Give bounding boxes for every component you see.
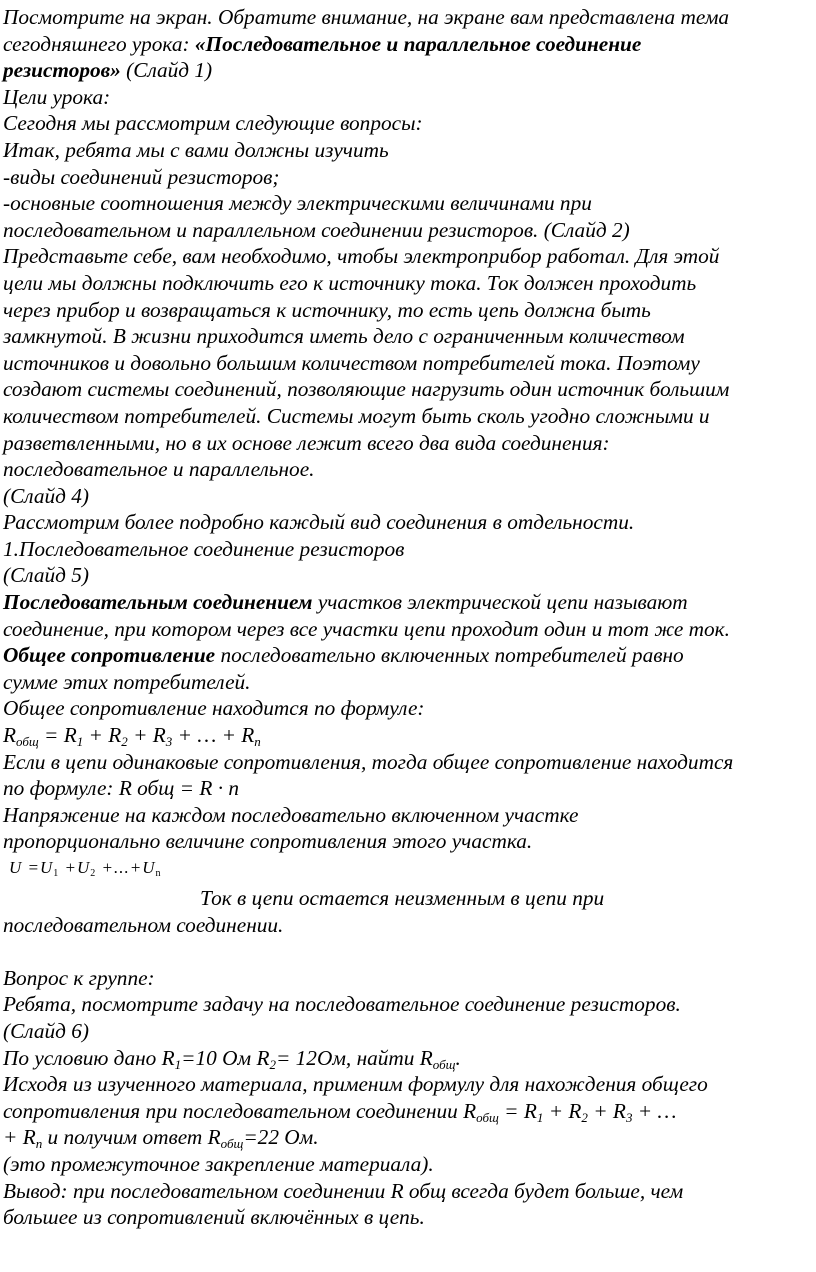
text-fragment: сегодняшнего урока:	[3, 31, 195, 56]
slide-reference: (Слайд 5)	[3, 563, 89, 588]
text-line: сопротивления при последовательном соединении $R_{общ} = R_1 + R_2 + R_3$ + …	[3, 1098, 677, 1125]
text-line: количеством потребителей. Системы могут быть сколь угодно сложными и	[3, 403, 710, 428]
text-line: сумме этих потребителей.	[3, 669, 251, 694]
text-line: Посмотрите на экран. Обратите внимание, на экране вам представлена тема	[3, 5, 730, 29]
text-line	[3, 642, 808, 669]
lesson-topic: «Последовательное и параллельное соединение	[194, 31, 642, 56]
text-line: последовательном и параллельном соединении резисторов. (Слайд 2)	[3, 217, 630, 242]
term-series-connection: Последовательным соединением	[3, 590, 313, 615]
formula-voltage: $U =U_1 +U_2 +...+U_n$	[9, 858, 162, 879]
text-line: Ребята, посмотрите задачу на последовательное соединение резисторов.	[3, 992, 681, 1017]
group-question-heading: Вопрос к группе:	[3, 965, 155, 990]
text-fragment: последовательно включенных потребителей равно	[215, 643, 684, 668]
text-line: замкнутой. В жизни приходится иметь дело с ограниченным количеством	[3, 324, 685, 349]
text-line: последовательном соединении.	[3, 912, 284, 937]
blank-line	[3, 938, 808, 965]
list-item: -виды соединений резисторов;	[3, 164, 280, 189]
text-fragment: участков электрической цепи называют	[312, 590, 688, 615]
text-line: соединение, при котором через все участки цепи проходит один и тот же ток.	[3, 616, 730, 641]
text-line: разветвленными, но в их основе лежит всего два вида соединения:	[3, 430, 610, 455]
text-line: + $R_n$ и получим ответ $R_{общ}=22$ Ом.	[3, 1125, 319, 1152]
task-condition: По условию дано $R_1=10$ Ом $R_2= 12Ом$, найти $R_{общ}$.	[3, 1045, 461, 1072]
text-line: последовательное и параллельное.	[3, 457, 315, 482]
slide-reference: (Слайд 4)	[3, 483, 89, 508]
text-line: через прибор и возвращаться к источнику, то есть цепь должна быть	[3, 297, 651, 322]
text-line	[3, 31, 808, 58]
text-line	[3, 589, 808, 616]
text-line: Сегодня мы рассмотрим следующие вопросы:	[3, 111, 423, 136]
list-item: -основные соотношения между электрическими величинами при	[3, 191, 592, 216]
slide-reference: (Слайд 1)	[120, 58, 213, 83]
lesson-topic-end: резисторов»	[3, 58, 121, 83]
text-line: создают системы соединений, позволяющие нагрузить один источник большим	[3, 377, 730, 402]
text-line: Исходя из изученного материала, применим формулу для нахождения общего	[3, 1072, 708, 1097]
formula-total-resistance: $R_{общ} = R_1 + R_2 + R_3$ + … + $R_n$	[3, 723, 261, 750]
text-line: Ток в цепи остается неизменным в цепи при	[200, 886, 605, 910]
text-line: по формуле: R общ = R · n	[3, 776, 239, 801]
term-total-resistance: Общее сопротивление	[3, 643, 216, 668]
text-line: Представьте себе, вам необходимо, чтобы электроприбор работал. Для этой	[3, 244, 720, 269]
text-line: цели мы должны подключить его к источнику тока. Ток должен проходить	[3, 270, 697, 295]
text-line: (это промежуточное закрепление материала).	[3, 1151, 434, 1176]
text-line: Общее сопротивление находится по формуле:	[3, 696, 425, 721]
section-heading: 1.Последовательное соединение резисторов	[3, 536, 405, 561]
text-line: Напряжение на каждом последовательно включенном участке	[3, 802, 579, 827]
text-line: Итак, ребята мы с вами должны изучить	[3, 137, 389, 162]
text-line: пропорционально величине сопротивления этого участка.	[3, 829, 533, 854]
lesson-goals-heading: Цели урока:	[3, 84, 111, 109]
text-line: источников и довольно большим количеством потребителей тока. Поэтому	[3, 350, 700, 375]
conclusion-line: большее из сопротивлений включённых в цепь.	[3, 1205, 425, 1230]
text-line: Рассмотрим более подробно каждый вид соединения в отдельности.	[3, 510, 635, 535]
slide-reference: (Слайд 6)	[3, 1018, 89, 1043]
conclusion-line: Вывод: при последовательном соединении R общ всегда будет больше, чем	[3, 1178, 684, 1203]
text-line: Если в цепи одинаковые сопротивления, тогда общее сопротивление находится	[3, 749, 734, 774]
text-line	[3, 57, 808, 84]
